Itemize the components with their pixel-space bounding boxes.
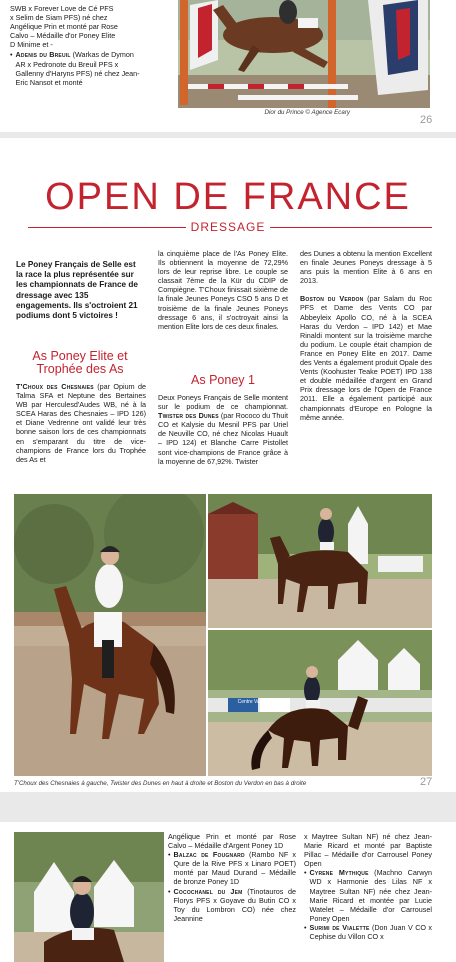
horse-details: (Machno Carwyn WD x Harmonie des Lilas NF x Maytree Sultan NF) née chez Jean-Marie Ricard et montée par Lucie Watelet – Médaille d'or Carrousel Poney Open — [309, 868, 432, 923]
article-column-1 — [16, 382, 146, 464]
photo-twister-des-dunes — [208, 494, 432, 628]
page26-bullet — [10, 50, 140, 86]
page26-text-column — [10, 4, 140, 87]
article-subtitle: DRESSAGE — [190, 220, 266, 234]
paragraph-text: Angélique Prin et monté par Rose Calvo – Médaille d'Argent Poney 1D — [168, 832, 296, 851]
horse-details: (Tinotauros de Florys PFS x Goyave du Butin CO x Toy du Lombron CO) née chez Jeannine — [173, 886, 297, 923]
horse-name: T'Choux des Chesnaies — [16, 382, 94, 391]
arena-banner-text: Centre Val de Loire — [237, 699, 281, 705]
page28-bullet: • Cocochanel du Jem (Tinotauros de Florys PFS x Goyave du Butin CO x Toy du Lombron CO) née chez Jeannine — [168, 886, 297, 923]
page28-bullet: • Surimi de Vialette (Don Juan V CO x Cephise du Villon CO x — [304, 922, 432, 942]
paragraph-text: Deux Poneys Français de Selle montent sur le podium de ce championnat. — [158, 393, 288, 412]
photo-boston-du-verdon — [208, 630, 432, 776]
page27-photo-caption: T'Choux des Chesnaies à gauche, Twister des Dunes en haut à droite et Boston du Verdon en bas à droite — [14, 780, 307, 787]
paragraph-text: x Maytree Sultan NF) né chez Jean-Marie Ricard et monté par Baptiste Pillac – Médaille d'or Carrousel Poney Open — [304, 832, 432, 869]
page28-photo-rider — [14, 832, 164, 962]
page28-bullet: • Balzac de Fougnard (Rambo NF x Qure de la Rive PFS x Linaro POET) monté par Maud Durand – Médaille de bronze Poney 1D — [168, 850, 297, 887]
page26-line: D Minime et - — [10, 40, 53, 50]
section-heading-as-poney-elite: As Poney Elite et Trophée des As — [32, 349, 128, 376]
subtitle-rule-right — [270, 227, 432, 228]
paragraph-text: (par Rococo du Thuit CO et Kalysie du Mesnil PFS par Uriel de Neuville CO, né chez Nicolas Huault – IPD 124) et Blanche Carre Pistollet sont vice-champions de France grâce à la moyenne de 67,92%. Twister — [158, 411, 289, 466]
paragraph-text: la cinquième place de l'As Poney Elite. Ils obtiennent la moyenne de 72,29% lors de leur reprise libre. Le couple se classait 7ème de la Kür du CDIP de Compiègne. T'Choux finissait sixième de la finale Jeunes Poneys CSO 5 ans D et troisième de la finale Jeunes Poneys dressage 6 ans, il s'octroyait ainsi la mention Elite lors de ces deux finales. — [158, 249, 288, 331]
section-heading-as-poney-1: As Poney 1 — [191, 373, 255, 387]
paragraph-text: (par Salam du Roc PFS et Dame des Vents CO par Abbeyleix Apollo CO, né à la SCEA Haras du Verdon – IPD 142) et Mae Rinaldi montent sur la troisième marche du podium. Le couple était champion de France en Poney Elite en 2017. Dame des Vents a également produit Opale des Vents (Koohuster Teake POET) IPD 138 et double médaillée d'argent en Grand Prix dressage lors de l'Open de France 2011. Elle a également participé aux championnats d'Europe en Pologne la même année. — [300, 294, 432, 422]
page26-photo-caption: Dior du Prince © Agence Ecary — [264, 109, 350, 116]
horse-details: (Warkas de Dymon AR x Pedronote du Breuil PFS x Gallenny d'Haryns PFS) né chez Jean-Eric Nansot et monté — [15, 50, 140, 87]
page-27 — [0, 138, 456, 792]
horse-name: Surimi de Vialette — [309, 922, 370, 932]
page-number-27: 27 — [420, 776, 433, 788]
bullet-dot: • — [10, 50, 13, 60]
paragraph-text: des Dunes a obtenu la mention Excellent en finale Jeunes Poneys dressage à 5 ans puis la mention Elite à 6 ans en 2013. — [300, 249, 432, 286]
page26-photo-jumping — [178, 0, 430, 108]
page28-column-1 — [168, 832, 296, 923]
article-lead: Le Poney Français de Selle est la race la plus représentée sur les championnats de France de dressage avec 135 engagements. Ils s'octroient 21 podiums dont 5 victoires ! — [16, 260, 138, 321]
page-28 — [0, 822, 456, 962]
horse-name: Cocochanel du Jem — [173, 886, 243, 896]
horse-details: (Rambo NF x Qure de la Rive PFS x Linaro POET) monté par Maud Durand – Médaille de bronze Poney 1D — [173, 850, 297, 887]
horse-details: (Don Juan V CO x Cephise du Villon CO x — [309, 922, 432, 942]
horse-name: Adenis du Breuil — [15, 50, 71, 60]
horse-name: Boston du Verdon — [300, 294, 364, 304]
paragraph-text: (par Opium de Talma SFA et Neptune des Bertaines WB par Herculesd'Audes WB, né à la SCEA Haras des Chesnaies – IPD 126) et Diane Vedrenne ont validé leur très bonne saison lors de ces championnats en s'emparant du titre de vice-champions de France lors du Trophée des As et — [16, 382, 146, 464]
page26-line: Angélique Prin et monté par Rose — [10, 22, 118, 32]
page-number-26: 26 — [420, 114, 433, 126]
article-title: OPEN DE FRANCE — [45, 176, 411, 218]
page26-line: SWB x Forever Love de Cé PFS — [10, 4, 114, 13]
page-26 — [0, 0, 456, 132]
page26-line: Calvo – Médaille d'or Poney Elite — [10, 31, 116, 41]
page28-column-2 — [304, 832, 432, 941]
horse-name: Cyrene Mythique — [309, 868, 369, 878]
photo-tchoux-des-chesnaies — [14, 494, 206, 776]
article-column-2b — [158, 393, 288, 466]
horse-name: Balzac de Fougnard — [173, 850, 245, 860]
article-column-3 — [300, 249, 432, 422]
horse-name: Twister des Dunes — [158, 411, 219, 421]
page28-bullet: • Cyrene Mythique (Machno Carwyn WD x Harmonie des Lilas NF x Maytree Sultan NF) née chez Jean-Marie Ricard et montée par Lucie Watelet – Médaille d'or Carrousel Poney Open — [304, 868, 432, 923]
article-column-2 — [158, 249, 288, 331]
page26-line: x Selim de Siam PFS) né chez — [10, 13, 108, 23]
